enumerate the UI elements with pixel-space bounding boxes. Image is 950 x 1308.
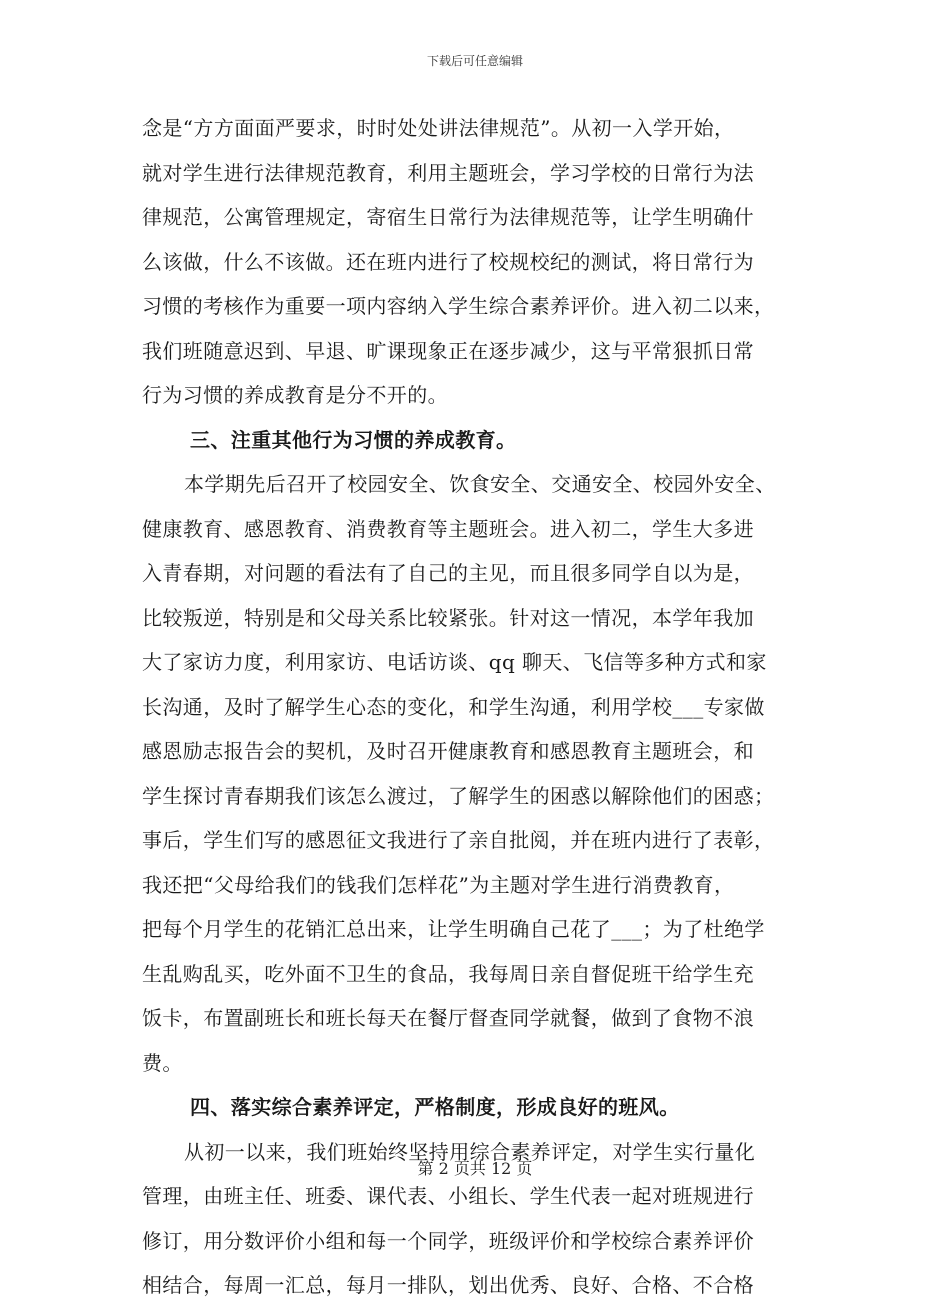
text-line: 生乱购乱买，吃外面不卫生的食品，我每周日亲自督促班干给学生充 <box>142 961 754 986</box>
text-line: 费。 <box>142 1050 183 1075</box>
text-line: 相结合，每周一汇总，每月一排队，划出优秀、良好、合格、不合格 <box>142 1273 754 1297</box>
section-heading-3: 三、注重其他行为习惯的养成教育。 <box>190 427 517 452</box>
text-line: 从初一以来，我们班始终坚持用综合素养评定，对学生实行量化 <box>184 1139 756 1164</box>
text-line: 我们班随意迟到、早退、旷课现象正在逐步减少，这与平常狠抓日常 <box>142 338 754 363</box>
page-header: 下载后可任意编辑 <box>426 54 523 68</box>
text-line: 本学期先后召开了校园安全、饮食安全、交通安全、校园外安全、 <box>184 472 776 496</box>
text-line: 行为习惯的养成教育是分不开的。 <box>142 383 448 407</box>
text-line: 长沟通，及时了解学生心态的变化，和学生沟通，利用学校___专家做 <box>142 694 765 719</box>
section-heading-4: 四、落实综合素养评定，严格制度，形成良好的班风。 <box>190 1095 680 1119</box>
text-line: 比较叛逆，特别是和父母关系比较紧张。针对这一情况，本学年我加 <box>142 605 754 630</box>
page-footer: 第 2 页共 12 页 <box>417 1159 533 1178</box>
text-line: 把每个月学生的花销汇总出来，让学生明确自己花了___；为了杜绝学 <box>142 917 765 941</box>
text-line: 饭卡，布置副班长和班长每天在餐厅督查同学就餐，做到了食物不浪 <box>142 1006 754 1030</box>
text-line: 大了家访力度，利用家访、电话访谈、qq 聊天、飞信等多种方式和家 <box>142 650 767 674</box>
document-body <box>142 106 818 1308</box>
text-line: 健康教育、感恩教育、消费教育等主题班会。进入初二，学生大多进 <box>142 516 754 541</box>
text-line: 就对学生进行法律规范教育，利用主题班会，学习学校的日常行为法 <box>142 160 754 185</box>
text-line: 念是“方方面面严要求，时时处处讲法律规范”。从初一入学开始， <box>142 116 735 140</box>
text-line: 事后，学生们写的感恩征文我进行了亲自批阅，并在班内进行了表彰， <box>142 828 775 852</box>
text-line: 律规范，公寓管理规定，寄宿生日常行为法律规范等，让学生明确什 <box>142 205 754 229</box>
text-line: 修订，用分数评价小组和每一个同学，班级评价和学校综合素养评价 <box>142 1228 754 1253</box>
text-line: 习惯的考核作为重要一项内容纳入学生综合素养评价。进入初二以来， <box>142 294 775 318</box>
text-line: 感恩励志报告会的契机，及时召开健康教育和感恩教育主题班会，和 <box>142 739 754 763</box>
text-line: 管理，由班主任、班委、课代表、小组长、学生代表一起对班规进行 <box>142 1184 754 1208</box>
text-line: 入青春期，对问题的看法有了自己的主见，而且很多同学自以为是， <box>142 561 754 585</box>
text-line: 学生探讨青春期我们该怎么渡过，了解学生的困惑以解除他们的困惑； <box>142 783 775 808</box>
text-line: 么该做，什么不该做。还在班内进行了校规校纪的测试，将日常行为 <box>142 249 754 274</box>
text-line: 我还把“父母给我们的钱我们怎样花”为主题对学生进行消费教育， <box>142 872 735 897</box>
